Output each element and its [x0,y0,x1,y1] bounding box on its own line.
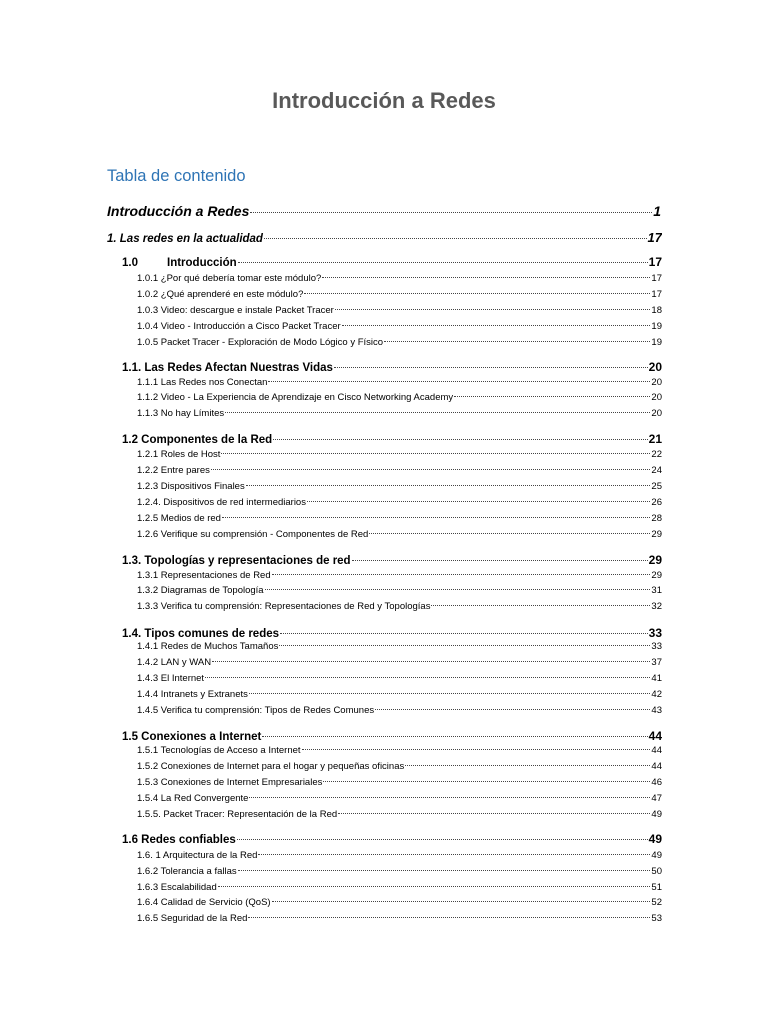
toc-dot-leader [218,886,651,887]
toc-entry[interactable] [122,553,662,567]
toc-entry-title: 1.6.3 Escalabilidad [137,882,217,893]
toc-dot-leader [250,212,652,213]
toc-dot-leader [304,293,650,294]
toc-entry-title: 1.5.3 Conexiones de Internet Empresariales [137,777,323,788]
toc-entry-title: 1.4.1 Redes de Muchos Tamaños [137,641,279,652]
toc-entry[interactable] [137,850,662,861]
toc-entry[interactable] [137,761,662,772]
toc-entry-title: 1.2 Componentes de la Red [122,434,273,446]
toc-entry-page-number: 37 [651,657,662,668]
toc-entry-title: 1.4.2 LAN y WAN [137,657,212,668]
toc-dot-leader [249,797,650,798]
toc-entry[interactable] [137,777,662,788]
toc-dot-leader [249,693,651,694]
toc-entry-page-number: 49 [651,809,662,820]
toc-entry-title: 1.6. 1 Arquitectura de la Red [137,850,258,861]
toc-entry-title: 1.1.3 No hay Límites [137,408,225,419]
toc-entry[interactable] [137,809,662,820]
toc-entry-title: 1.6 Redes confiables [122,834,236,846]
toc-entry[interactable] [137,377,662,388]
toc-entry[interactable] [137,882,662,893]
toc-entry-page-number: 28 [651,513,662,524]
toc-entry[interactable] [137,465,662,476]
toc-dot-leader [248,917,650,918]
toc-entry-page-number: 20 [651,408,662,419]
toc-dot-leader [272,574,651,575]
toc-entry-title: 1.0.4 Video - Introducción a Cisco Packet Tracer [137,321,341,332]
toc-entry[interactable] [137,689,662,700]
toc-dot-leader [279,645,650,646]
toc-entry-page-number: 43 [651,705,662,716]
toc-entry[interactable] [122,360,662,374]
toc-entry-title: 1.5.2 Conexiones de Internet para el hogar y pequeñas oficinas [137,761,405,772]
toc-entry-title: 1.1.2 Video - La Experiencia de Aprendizaje en Cisco Networking Academy [137,392,454,403]
toc-entry-page-number: 44 [648,729,662,743]
toc-dot-leader [211,469,651,470]
toc-entry-title: 1.5.1 Tecnologías de Acceso a Internet [137,745,301,756]
toc-dot-leader [431,605,650,606]
toc-entry[interactable] [137,585,662,596]
toc-entry-title: 1.5.5. Packet Tracer: Representación de la Red [137,809,338,820]
toc-entry-page-number: 22 [651,449,662,460]
toc-entry-number: 1.0 [122,257,138,269]
toc-entry[interactable] [137,570,662,581]
toc-entry-page-number: 24 [651,465,662,476]
toc-entry-title: 1.2.4. Dispositivos de red intermediarios [137,497,306,508]
toc-entry[interactable] [107,230,662,245]
toc-entry-page-number: 53 [651,913,662,924]
toc-entry-page-number: 32 [651,601,662,612]
toc-entry-page-number: 44 [651,761,662,772]
toc-entry[interactable] [137,601,662,612]
toc-entry-title: 1.6.5 Seguridad de la Red [137,913,248,924]
toc-entry-title: 1.3. Topologías y representaciones de red [122,555,351,567]
toc-entry-page-number: 50 [651,866,662,877]
toc-entry-page-number: 25 [651,481,662,492]
toc-dot-leader [375,709,650,710]
toc-entry[interactable] [137,449,662,460]
toc-entry-page-number: 17 [651,289,662,300]
toc-entry-page-number: 18 [651,305,662,316]
toc-dot-leader [323,781,650,782]
toc-entry[interactable] [137,866,662,877]
toc-entry-title: 1.6.2 Tolerancia a fallas [137,866,237,877]
toc-dot-leader [322,277,650,278]
toc-entry-page-number: 17 [647,230,662,245]
toc-dot-leader [342,325,651,326]
toc-entry-page-number: 29 [651,570,662,581]
toc-entry-title: 1.0.5 Packet Tracer - Exploración de Modo Lógico y Físico [137,337,384,348]
toc-entry[interactable] [137,513,662,524]
toc-entry-page-number: 49 [651,850,662,861]
toc-dot-leader [334,367,648,368]
toc-dot-leader [265,589,651,590]
toc-dot-leader [384,341,650,342]
toc-entry-page-number: 49 [648,832,662,846]
toc-entry[interactable] [122,255,662,269]
toc-entry-page-number: 52 [651,897,662,908]
toc-entry-page-number: 51 [651,882,662,893]
toc-entry-page-number: 20 [651,392,662,403]
toc-entry[interactable] [137,337,662,348]
toc-entry[interactable] [122,432,662,446]
toc-dot-leader [405,765,650,766]
toc-entry[interactable] [137,745,662,756]
toc-entry[interactable] [137,705,662,716]
toc-entry-page-number: 29 [648,553,662,567]
toc-entry-title: 1.4.3 El Internet [137,673,205,684]
toc-entry-title: 1.4. Tipos comunes de redes [122,628,280,640]
toc-entry-page-number: 46 [651,777,662,788]
toc-entry-title: Introducción [167,257,237,269]
toc-entry-page-number: 19 [651,321,662,332]
toc-dot-leader [280,633,648,634]
toc-entry-title: 1.1. Las Redes Afectan Nuestras Vidas [122,362,333,374]
toc-entry[interactable] [137,408,662,419]
toc-entry-title: 1.2.3 Dispositivos Finales [137,481,245,492]
toc-entry-title: 1.2.1 Roles de Host [137,449,221,460]
toc-entry[interactable] [137,529,662,540]
toc-entry-title: 1.2.6 Verifique su comprensión - Componentes de Red [137,529,369,540]
toc-entry-page-number: 19 [651,337,662,348]
toc-entry[interactable] [137,641,662,652]
toc-dot-leader [221,453,650,454]
toc-dot-leader [262,736,647,737]
toc-dot-leader [454,396,650,397]
toc-entry[interactable] [137,481,662,492]
toc-dot-leader [238,870,651,871]
toc-entry-page-number: 29 [651,529,662,540]
toc-entry[interactable] [137,273,662,284]
toc-entry[interactable] [137,913,662,924]
toc-entry-title: 1. Las redes en la actualidad [107,233,263,245]
toc-entry-page-number: 21 [648,432,662,446]
toc-entry[interactable] [107,203,661,219]
toc-heading: Tabla de contenido [107,167,246,185]
toc-entry-title: 1.1.1 Las Redes nos Conectan [137,377,268,388]
toc-entry-page-number: 42 [651,689,662,700]
toc-entry-title: 1.0.1 ¿Por qué debería tomar este módulo? [137,273,322,284]
toc-entry-page-number: 33 [651,641,662,652]
toc-entry[interactable] [137,497,662,508]
toc-dot-leader [205,677,650,678]
toc-dot-leader [335,309,651,310]
toc-dot-leader [222,517,650,518]
toc-dot-leader [258,854,650,855]
toc-entry[interactable] [137,321,662,332]
toc-entry-page-number: 20 [651,377,662,388]
toc-dot-leader [238,262,648,263]
toc-entry-title: 1.0.2 ¿Qué aprenderé en este módulo? [137,289,304,300]
toc-dot-leader [264,238,647,239]
toc-dot-leader [369,533,650,534]
toc-entry-title: Introducción a Redes [107,203,250,219]
toc-entry-page-number: 20 [648,360,662,374]
toc-entry[interactable] [137,673,662,684]
toc-entry[interactable] [137,897,662,908]
toc-entry-page-number: 1 [653,203,661,219]
toc-entry-title: 1.5 Conexiones a Internet [122,731,262,743]
toc-entry-title: 1.2.2 Entre pares [137,465,210,476]
toc-dot-leader [268,381,650,382]
toc-dot-leader [352,560,648,561]
toc-entry-title: 1.2.5 Medios de red [137,513,221,524]
toc-entry[interactable] [137,793,662,804]
toc-entry-page-number: 47 [651,793,662,804]
toc-dot-leader [237,839,648,840]
toc-entry-page-number: 26 [651,497,662,508]
toc-entry-page-number: 41 [651,673,662,684]
toc-dot-leader [273,439,647,440]
toc-entry-title: 1.4.4 Intranets y Extranets [137,689,248,700]
toc-entry[interactable] [137,305,662,316]
toc-entry[interactable] [122,626,662,640]
toc-entry[interactable] [122,729,662,743]
toc-entry-title: 1.3.1 Representaciones de Red [137,570,271,581]
toc-entry[interactable] [137,392,662,403]
toc-dot-leader [225,412,650,413]
toc-entry-title: 1.3.2 Diagramas de Topología [137,585,264,596]
toc-dot-leader [302,749,651,750]
toc-dot-leader [307,501,650,502]
document-title: Introducción a Redes [272,88,496,113]
toc-entry[interactable] [137,657,662,668]
toc-entry[interactable] [122,832,662,846]
toc-dot-leader [338,813,650,814]
toc-entry[interactable] [137,289,662,300]
toc-dot-leader [212,661,650,662]
toc-entry-page-number: 31 [651,585,662,596]
toc-dot-leader [246,485,651,486]
toc-entry-page-number: 17 [648,255,662,269]
toc-entry-page-number: 17 [651,273,662,284]
toc-entry-title: 1.3.3 Verifica tu comprensión: Representaciones de Red y Topologías [137,601,431,612]
toc-entry-page-number: 33 [648,626,662,640]
toc-entry-title: 1.6.4 Calidad de Servicio (QoS) [137,897,271,908]
toc-entry-page-number: 44 [651,745,662,756]
toc-entry-title: 1.5.4 La Red Convergente [137,793,249,804]
toc-dot-leader [272,901,651,902]
toc-entry-title: 1.4.5 Verifica tu comprensión: Tipos de Redes Comunes [137,705,375,716]
toc-entry-title: 1.0.3 Video: descargue e instale Packet Tracer [137,305,334,316]
